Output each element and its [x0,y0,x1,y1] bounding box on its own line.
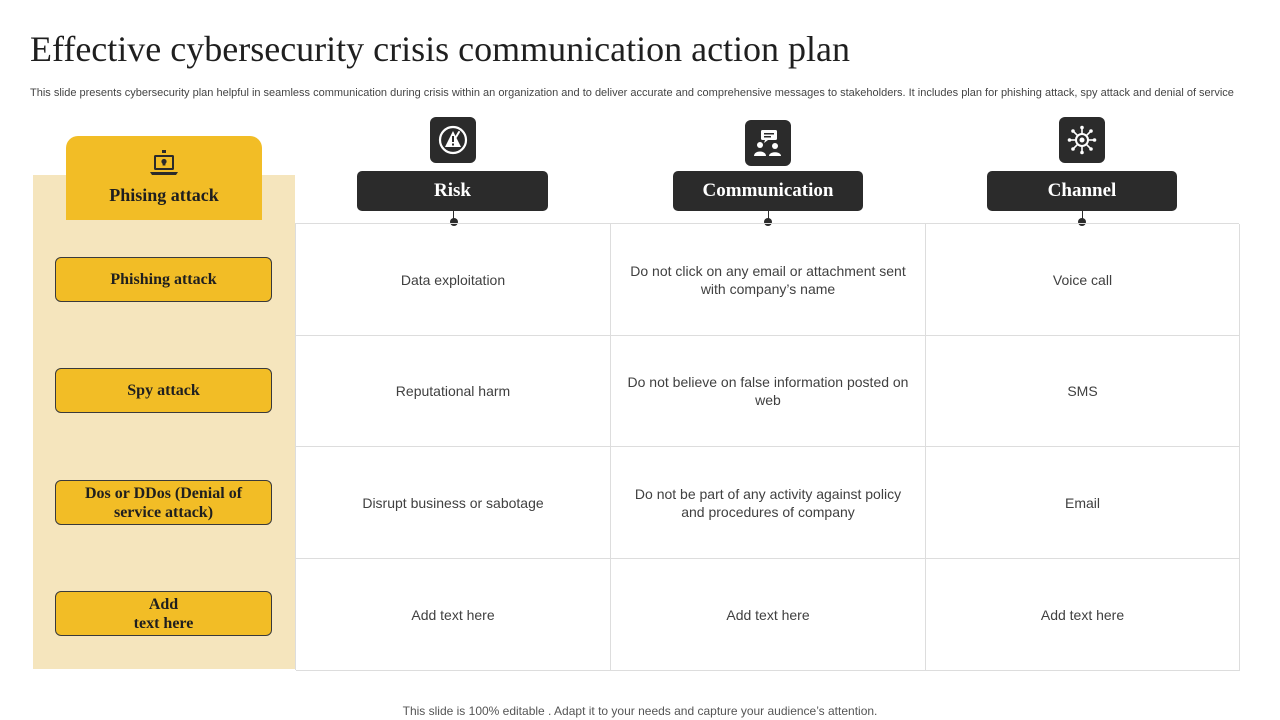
team-chat-icon [745,120,791,166]
slide-footer: This slide is 100% editable . Adapt it to your needs and capture your audience’s attention. [402,704,878,718]
plan-table [295,223,1239,670]
table-cell: Data exploitation [296,224,611,336]
table-cell: SMS [926,336,1240,447]
row-label-spy-attack: Spy attack [55,368,272,413]
column-header-channel: Channel [987,171,1177,211]
column-header-communication: Communication [673,171,863,211]
table-cell: Do not believe on false information posted on web [611,336,926,447]
table-cell: Reputational harm [296,336,611,447]
gauge-warning-icon [430,117,476,163]
slide-subtitle: This slide presents cybersecurity plan helpful in seamless communication during crisis within an organization and to deliver accurate and comprehensive messages to stakeholders. It includes plan for phishing attack, spy attack and denial of service [30,87,1234,99]
slide-title: Effective cybersecurity crisis communication action plan [30,29,851,69]
network-hub-icon [1059,117,1105,163]
table-cell: Add text here [926,559,1240,671]
row-label-add-text: Add text here [55,591,272,636]
table-cell: Disrupt business or sabotage [296,447,611,559]
table-cell: Do not click on any email or attachment sent with company’s name [611,224,926,336]
left-panel-header [66,136,262,220]
laptop-skull-icon [147,149,181,181]
table-cell: Email [926,447,1240,559]
table-cell: Add text here [611,559,926,671]
row-label-phishing-attack: Phishing attack [55,257,272,302]
left-panel-header-label: Phising attack [109,185,219,205]
table-cell: Do not be part of any activity against policy and procedures of company [611,447,926,559]
column-header-risk: Risk [357,171,548,211]
row-label-dos-ddos: Dos or DDos (Denial of service attack) [55,480,272,525]
table-cell: Voice call [926,224,1240,336]
table-cell: Add text here [296,559,611,671]
